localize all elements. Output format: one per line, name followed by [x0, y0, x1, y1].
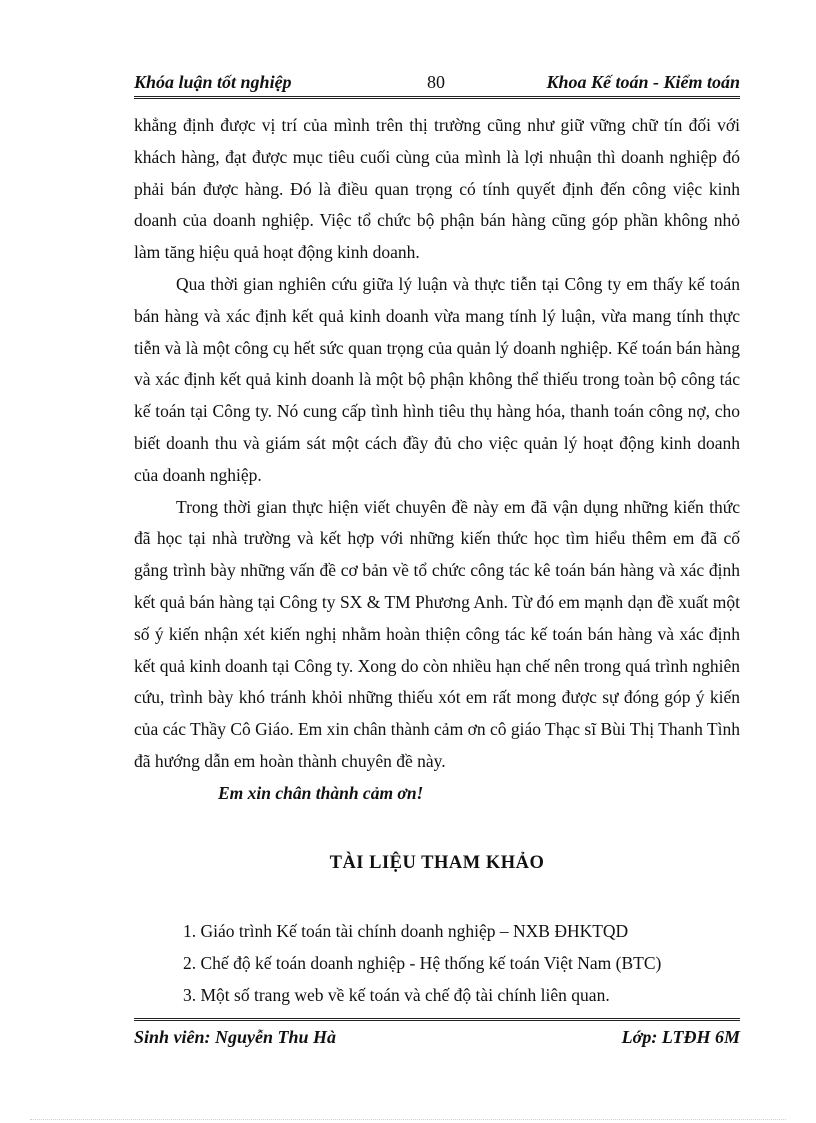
reference-item: 2. Chế độ kế toán doanh nghiệp - Hệ thống kế toán Việt Nam (BTC) [183, 953, 662, 973]
references-list [183, 915, 743, 1011]
header-divider [134, 96, 740, 103]
thanks-line: Em xin chân thành cảm ơn! [218, 782, 424, 803]
paragraph-3: Trong thời gian thực hiện viết chuyên đề này em đã vận dụng những kiến thức đã học tại nhà trường và kết hợp với những kiến thức học tìm hiểu thêm em đã cố gắng trình bày những vấn đề cơ bản về tổ chức công tác kê toán bán hàng và xác định kết quả bán hàng tại Công ty SX & TM Phương Anh. Từ đó em mạnh dạn đề xuất một số ý kiến nhận xét kiến nghị nhằm hoàn thiện công tác kế toán bán hàng và xác định kết quả kinh doanh tại Công ty. Xong do còn nhiều hạn chế nên trong quá trình nghiên cứu, trình bày khó tránh khỏi những thiếu xót em rất mong được sự đóng góp ý kiến của các Thầy Cô Giáo. Em xin chân thành cảm ơn cô giáo Thạc sĩ Bùi Thị Thanh Tình đã hướng dẫn em hoàn thành chuyên đề này. [134, 496, 740, 771]
reference-item: 1. Giáo trình Kế toán tài chính doanh nghiệp – NXB ĐHKTQD [183, 921, 629, 941]
header-thesis-label: Khóa luận tốt nghiệp [134, 72, 292, 92]
header-faculty-label: Khoa Kế toán - Kiểm toán [546, 72, 740, 92]
page-number: 80 [427, 72, 445, 92]
paragraph-2: Qua thời gian nghiên cứu giữa lý luận và thực tiễn tại Công ty em thấy kế toán bán hàng và xác định kết quả kinh doanh vừa mang tính lý luận, vừa mang tính thực tiễn và là một công cụ hết sức quan trọng của quản lý doanh nghiệp. Kế toán bán hàng và xác định kết quả kinh doanh là một bộ phận không thể thiếu trong toàn bộ công tác kế toán tại Công ty. Nó cung cấp tình hình tiêu thụ hàng hóa, thanh toán công nợ, cho biết doanh thu và giám sát một cách đầy đủ cho việc quản lý hoạt động kinh doanh của doanh nghiệp. [134, 273, 740, 485]
page-edge-guide [30, 1119, 786, 1120]
paragraph-1: khẳng định được vị trí của mình trên thị trường cũng như giữ vững chữ tín đối với khách hàng, đạt được mục tiêu cuối cùng của mình là lợi nhuận thì doanh nghiệp đó phải bán được hàng. Đó là điều quan trọng có tính quyết định đến công việc kinh doanh của doanh nghiệp. Việc tổ chức bộ phận bán hàng cũng góp phần không nhỏ làm tăng hiệu quả hoạt động kinh doanh. [134, 115, 740, 263]
reference-item: 3. Một số trang web về kế toán và chế độ tài chính liên quan. [183, 985, 610, 1005]
body-text [134, 110, 740, 810]
footer-divider [134, 1018, 740, 1025]
footer-class: Lớp: LTĐH 6M [621, 1027, 740, 1047]
footer-student: Sinh viên: Nguyễn Thu Hà [134, 1027, 337, 1047]
page-footer [134, 1027, 740, 1053]
page-header [134, 70, 740, 96]
references-title: TÀI LIỆU THAM KHẢO [329, 853, 545, 873]
